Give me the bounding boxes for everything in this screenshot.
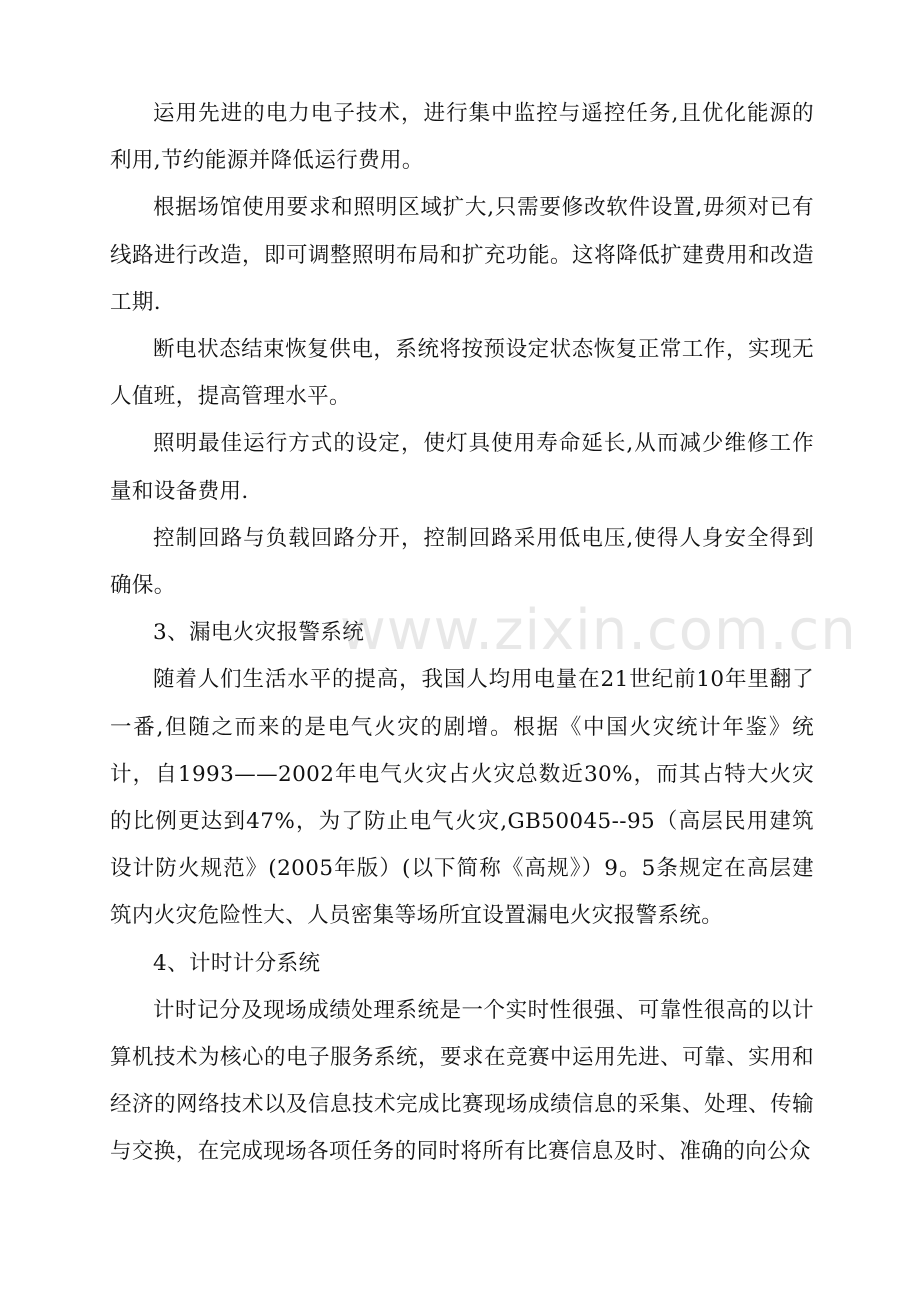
paragraph-timing-scoring: 计时记分及现场成绩处理系统是一个实时性很强、可靠性很高的以计算机技术为核心的电子服务系统，要求在竞赛中运用先进、可靠、实用和经济的网络技术以及信息技术完成比赛现场成绩信息的采集、处理、传输与交换，在完成现场各项任务的同时将所有比赛信息及时、准确的向公众 [110, 997, 814, 1165]
section-heading-leakage-fire-alarm: 3、漏电火灾报警系统 [153, 620, 365, 646]
paragraph-monitoring: 运用先进的电力电子技术，进行集中监控与遥控任务,且优化能源的利用,节约能源并降低运行费用。 [110, 101, 814, 174]
paragraph-power-recovery: 断电状态结束恢复供电，系统将按预设定状态恢复正常工作，实现无人值班，提高管理水平。 [110, 337, 814, 410]
paragraph-leakage-fire-alarm: 随着人们生活水平的提高，我国人均用电量在21世纪前10年里翻了一番,但随之而来的是电气火灾的剧增。根据《中国火灾统计年鉴》统计，自1993——2002年电气火灾占火灾总数近30%，而其占特大火灾的比例更达到47%，为了防止电气火灾,GB50045--95（高层民用建筑设计防火规范》(2005年版）(以下简称《高规》）9。5条规定在高层建筑内火灾危险性大、人员密集等场所宜设置漏电火灾报警系统。 [110, 667, 814, 929]
watermark-text: www.zixin.com.cn [340, 598, 857, 663]
paragraph-lighting-mode: 照明最佳运行方式的设定，使灯具使用寿命延长,从而减少维修工作量和设备费用. [110, 431, 814, 504]
section-heading-timing-scoring: 4、计时计分系统 [153, 950, 321, 976]
paragraph-software-settings: 根据场馆使用要求和照明区域扩大,只需要修改软件设置,毋须对已有线路进行改造，即可调整照明布局和扩充功能。这将降低扩建费用和改造工期. [110, 195, 814, 315]
paragraph-control-circuit: 控制回路与负载回路分开，控制回路采用低电压,使得人身安全得到确保。 [110, 525, 814, 599]
document-body [110, 90, 814, 1176]
